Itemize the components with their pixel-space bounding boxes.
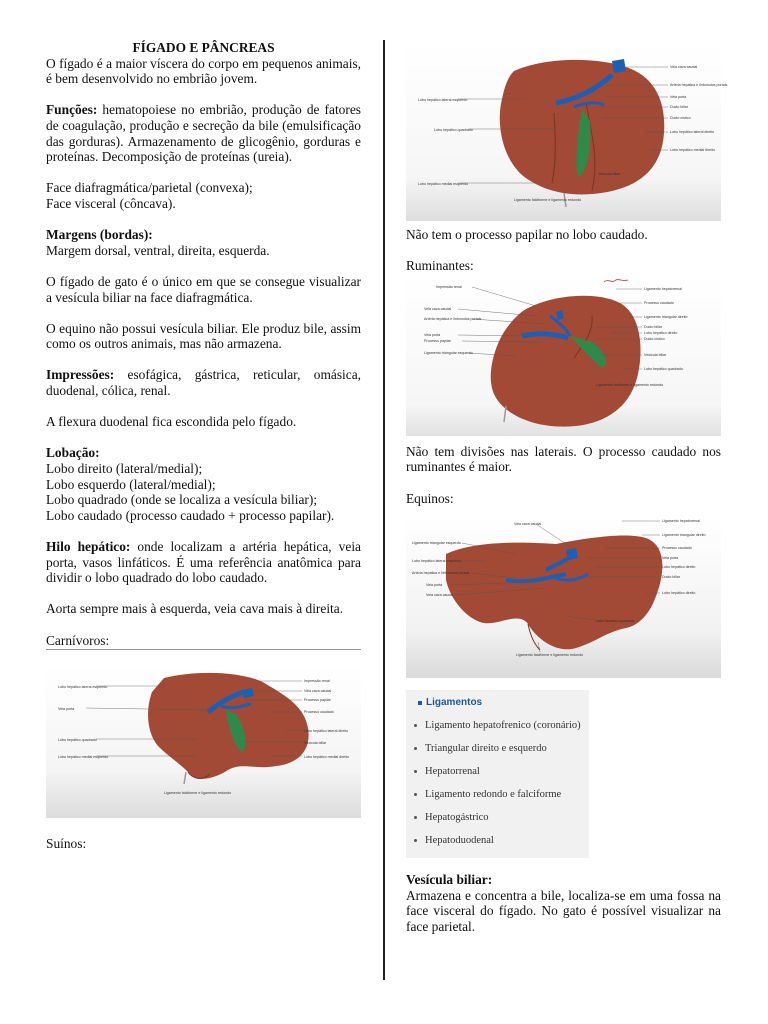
lobacao-label — [46, 445, 361, 461]
figure-label: Veia porta — [670, 95, 687, 99]
bullet-icon — [414, 747, 417, 750]
figure-label: Artéria hepática e linfonodos portais — [424, 316, 482, 321]
figure-label: Lobo hepático quadrado — [644, 366, 683, 371]
figure-label: Impressão renal — [304, 679, 330, 684]
figure-label: Processo caudado — [644, 300, 674, 305]
vesicula-heading-line — [406, 872, 721, 888]
ligament-label: Hepatogástrico — [425, 812, 489, 824]
figure-label: Ligamento falciforme e ligamento redondo — [596, 382, 664, 387]
figure-label: Processo caudado — [662, 546, 692, 551]
figure-label: Ligamento triangular esquerdo — [424, 350, 473, 355]
equino-paragraph: O equino não possui vesícula biliar. Ele produz bile, assim como os outros animais, mas não armazena. — [46, 320, 361, 352]
bullet-icon — [414, 724, 417, 727]
lobo-item: Lobo quadrado (onde se localiza a vesícula biliar); — [46, 492, 318, 508]
figure-label: Lobo hepático lateral esquerdo — [58, 685, 108, 690]
figure-label: Ligamento triangular esquerdo — [412, 541, 461, 546]
hilo-label: Hilo hepático: — [46, 539, 131, 554]
figure-label: Ducto biliar — [670, 105, 688, 109]
figure-label: Lobo hepático medial direito — [304, 755, 349, 760]
face-visceral: Face visceral (côncava). — [46, 195, 176, 211]
figure-label: Ducto biliar — [662, 575, 680, 580]
figure-label: Lobo hepático medial esquerdo — [58, 755, 109, 760]
lobo-item: Lobo caudado (processo caudado + processo papilar). — [46, 507, 335, 523]
ruminantes-label: Ruminantes: — [406, 258, 474, 274]
suino-caption: Não tem o processo papilar no lobo caudado. — [406, 227, 648, 242]
figure-label: Veia porta — [58, 707, 75, 712]
figure-label: Lobo hepático lateral direito — [670, 130, 715, 134]
intro-paragraph: O fígado é a maior víscera do corpo em pequenos animais, é bem desenvolvido no embrião jovem. — [46, 55, 361, 87]
impressoes-label: Impressões: — [46, 367, 115, 383]
figure-label: Veia porta — [662, 556, 679, 561]
column-divider — [383, 40, 385, 980]
gato-paragraph: O fígado de gato é o único em que se consegue visualizar a vesícula biliar na face diafragmática. — [46, 273, 361, 305]
figure-label: Ligamento falciforme e ligamento redondo — [164, 791, 232, 796]
figure-label: Veia porta — [426, 583, 443, 588]
figure-label: Veia porta — [424, 332, 441, 337]
figure-label: Veia cava caudal — [304, 689, 332, 694]
figure-label: Ducto cístico — [644, 336, 665, 341]
figure-label: Lobo hepático direito — [662, 591, 696, 596]
figure-label: Processo papilar — [424, 338, 451, 343]
figure-label: Ducto biliar — [644, 324, 662, 329]
figure-label: Ligamento falciforme e ligamento redondo — [516, 653, 584, 658]
flexura-paragraph: A flexura duodenal fica escondida pelo fígado. — [46, 414, 297, 430]
lobo-item: Lobo direito (lateral/medial); — [46, 461, 203, 477]
margens-text: Margem dorsal, ventral, direita, esquerda. — [46, 242, 270, 258]
face-parietal: Face diafragmática/parietal (convexa); — [46, 180, 253, 196]
impressoes-paragraph — [46, 367, 361, 398]
bullet-icon — [414, 816, 417, 819]
ligament-label: Hepatorrenal — [425, 766, 480, 778]
figure-label: Processo caudado — [304, 710, 334, 715]
figure-label: Lobo hepático quadrado — [596, 619, 635, 624]
equine-liver-figure — [406, 516, 721, 678]
aorta-paragraph: Aorta sempre mais à esquerda, veia cava mais à direita. — [46, 601, 344, 617]
hilo-paragraph — [46, 539, 361, 586]
lobo-item: Lobo esquerdo (lateral/medial); — [46, 476, 216, 492]
right-column — [406, 43, 728, 950]
funcoes-text: hematopoiese no embrião, produção de fatores de coagulação, produção e secreção da bile (emulsificação das gorduras). Armazenamento de glicogênio, gorduras e proteínas. Decomposição de proteínas (ureia). — [46, 102, 361, 165]
figure-label: Veia cava caudal — [670, 65, 698, 69]
figure-label: Lobo hepático quadrado — [434, 128, 473, 132]
page-title: FÍGADO E PÂNCREAS — [132, 40, 275, 55]
lobacao-heading: Lobação: — [46, 445, 100, 461]
margens-label — [46, 227, 361, 243]
ruminantes-caption: Não tem divisões nas laterais. O processo caudado nos ruminantes é maior. — [406, 443, 721, 475]
figure-label: Ligamento hepatorrenal — [644, 286, 682, 291]
figure-label: Lobo hepático medial esquerdo — [418, 182, 469, 186]
figure-label: Lobo hepático direito — [662, 565, 696, 570]
figure-label: Vesícula biliar — [644, 352, 667, 357]
figure-label: Ligamento hepatorrenal — [662, 519, 700, 524]
figure-label: Ligamento triangular direito — [662, 533, 706, 538]
margens-heading: Margens (bordas): — [46, 227, 153, 243]
funcoes-label: Funções: — [46, 102, 98, 118]
vesicula-heading: Vesícula biliar: — [406, 872, 493, 888]
figure-label: Vesícula biliar — [598, 172, 621, 176]
carnivoros-label: Carnívoros: — [46, 633, 361, 651]
bullet-icon — [414, 793, 417, 796]
carnivore-liver-figure — [46, 666, 361, 818]
ligament-item — [414, 764, 480, 780]
figure-label: Lobo hepático lateral direito — [304, 729, 349, 734]
ligaments-title: Ligamentos — [426, 697, 483, 709]
left-column — [46, 40, 361, 867]
swine-liver-figure — [406, 43, 728, 221]
figure-label: Veia cava caudal — [514, 522, 542, 527]
ligament-item — [414, 810, 489, 826]
ligaments-heading — [418, 695, 482, 711]
carnivore-liver-illustration — [46, 666, 361, 818]
ligament-label: Hepatoduodenal — [425, 835, 494, 847]
figure-label: Ligamento falciforme e ligamento redondo — [514, 198, 582, 202]
figure-label: Vesícula biliar — [304, 741, 327, 746]
swine-liver-illustration — [406, 43, 728, 221]
equinos-label: Equinos: — [406, 490, 454, 506]
bullet-icon — [414, 839, 417, 842]
square-bullet-icon — [418, 701, 422, 705]
figure-label: Lobo hepático direito — [644, 330, 678, 335]
equine-liver-illustration — [406, 516, 721, 678]
vesicula-text: Armazena e concentra a bile, localiza-se em uma fossa na face visceral do fígado. No gato é possível visualizar na face parietal. — [406, 887, 721, 934]
ruminant-liver-figure — [406, 276, 721, 436]
impressoes-text: esofágica, gástrica, reticular, omásica, duodenal, cólica, renal. — [46, 367, 361, 399]
suinos-label: Suínos: — [46, 836, 87, 852]
figure-label: Veia cava caudal — [424, 306, 452, 311]
ligament-label: Triangular direito e esquerdo — [425, 743, 547, 755]
ligament-label: Ligamento redondo e falciforme — [425, 789, 562, 801]
figure-label: Processo papilar — [304, 698, 331, 703]
ruminant-liver-illustration — [406, 276, 721, 436]
figure-label: Lobo hepático lateral esquerdo — [412, 559, 462, 564]
figure-label: Artéria hepática e linfonodos portais — [670, 83, 728, 87]
figure-label: Lobo hepático quadrado — [58, 738, 97, 743]
figure-label: Ducto cístico — [670, 116, 691, 120]
hilo-text: onde localizam a artéria hepática, veia porta, vasos linfáticos. É uma referência anatômica para dividir o lobo quadrado do lobo caudado. — [46, 539, 361, 586]
ligament-item — [414, 787, 561, 803]
figure-label: Lobo hepático medial direito — [670, 148, 715, 152]
figure-label: Artéria hepática e linfonodos portais — [412, 571, 470, 576]
figure-label: Veia cava caudal — [426, 593, 454, 598]
funcoes-paragraph — [46, 102, 361, 164]
ligament-item — [414, 718, 581, 734]
ligament-item — [414, 741, 547, 757]
figure-label: Ligamento triangular direito — [644, 314, 688, 319]
figure-label: Impressão renal — [436, 284, 462, 289]
ligament-item — [414, 833, 494, 849]
bullet-icon — [414, 770, 417, 773]
ligament-label: Ligamento hepatofrenico (coronário) — [425, 720, 581, 732]
ligaments-panel — [406, 690, 589, 858]
figure-label: Lobo hepático lateral esquerdo — [418, 98, 468, 102]
